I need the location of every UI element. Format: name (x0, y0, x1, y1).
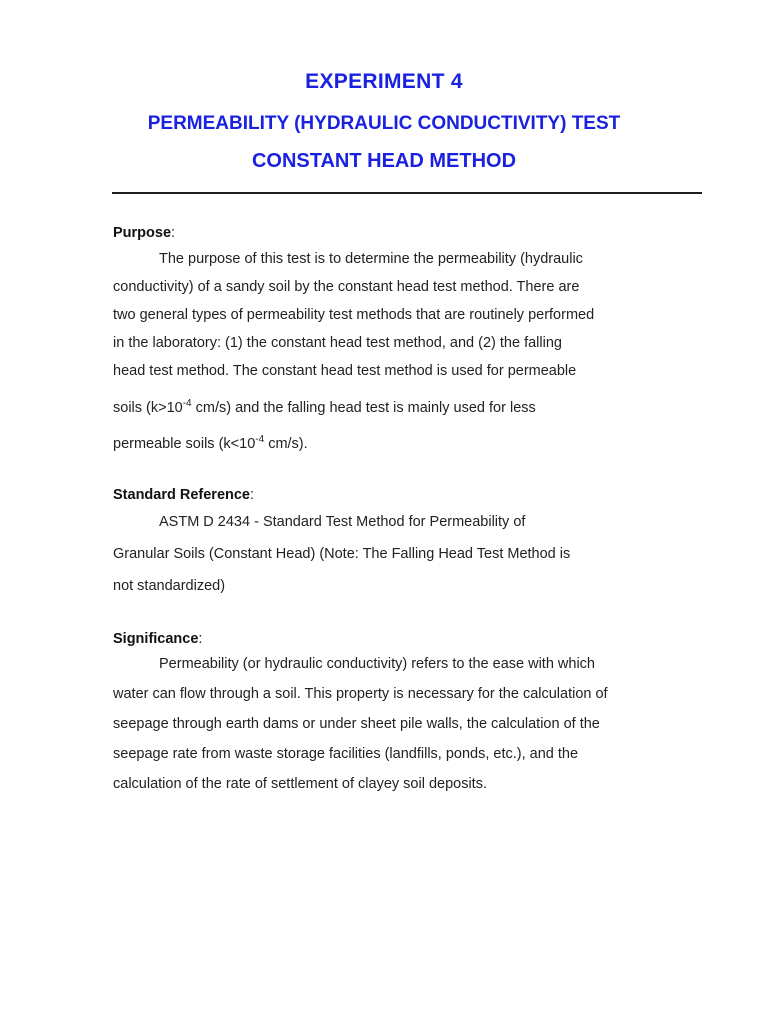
purpose-line-k-low-b: cm/s). (264, 436, 308, 452)
purpose-line: head test method. The constant head test method is used for permeable (113, 363, 577, 379)
title-divider (112, 192, 702, 194)
purpose-line-k-low (113, 421, 673, 457)
standard-reference-line: Granular Soils (Constant Head) (Note: The Falling Head Test Method is (113, 546, 571, 562)
significance-section (113, 629, 673, 799)
purpose-heading-label: Purpose (113, 225, 172, 241)
test-name-title: PERMEABILITY (HYDRAULIC CONDUCTIVITY) TEST (147, 113, 621, 134)
purpose-line-k-low-a: permeable soils (k<10 (113, 436, 256, 452)
standard-reference-line: ASTM D 2434 - Standard Test Method for Permeability of (159, 514, 526, 530)
purpose-line: The purpose of this test is to determine the permeability (hydraulic (159, 251, 583, 267)
experiment-title: EXPERIMENT 4 (305, 70, 463, 93)
significance-line: seepage through earth dams or under sheet pile walls, the calculation of the (113, 716, 600, 732)
significance-heading-colon: : (198, 631, 203, 647)
significance-heading-label: Significance (113, 631, 199, 647)
purpose-line: in the laboratory: (1) the constant head test method, and (2) the falling (113, 335, 562, 351)
purpose-line: conductivity) of a sandy soil by the constant head test method. There are (113, 279, 580, 295)
standard-reference-heading (113, 485, 673, 505)
purpose-heading (113, 223, 673, 243)
standard-reference-line: not standardized) (113, 578, 226, 594)
purpose-heading-colon: : (171, 225, 176, 241)
significance-line: seepage rate from waste storage facilities (landfills, ponds, etc.), and the (113, 746, 579, 762)
standard-reference-heading-label: Standard Reference (113, 487, 250, 503)
purpose-exponent: -4 (255, 434, 265, 445)
significance-line: Permeability (or hydraulic conductivity) refers to the ease with which (159, 656, 595, 672)
purpose-section (113, 223, 673, 457)
significance-line: calculation of the rate of settlement of clayey soil deposits. (113, 776, 487, 792)
purpose-exponent: -4 (182, 398, 192, 409)
method-title: CONSTANT HEAD METHOD (251, 150, 517, 172)
standard-reference-heading-colon: : (250, 487, 255, 503)
significance-heading (113, 629, 673, 649)
purpose-line-k-high-b: cm/s) and the falling head test is mainly used for less (191, 400, 536, 416)
standard-reference-section (113, 485, 673, 602)
purpose-line: two general types of permeability test methods that are routinely performed (113, 307, 595, 323)
significance-line: water can flow through a soil. This property is necessary for the calculation of (113, 686, 608, 702)
purpose-line-k-high (113, 385, 673, 421)
purpose-line-k-high-a: soils (k>10 (113, 400, 183, 416)
